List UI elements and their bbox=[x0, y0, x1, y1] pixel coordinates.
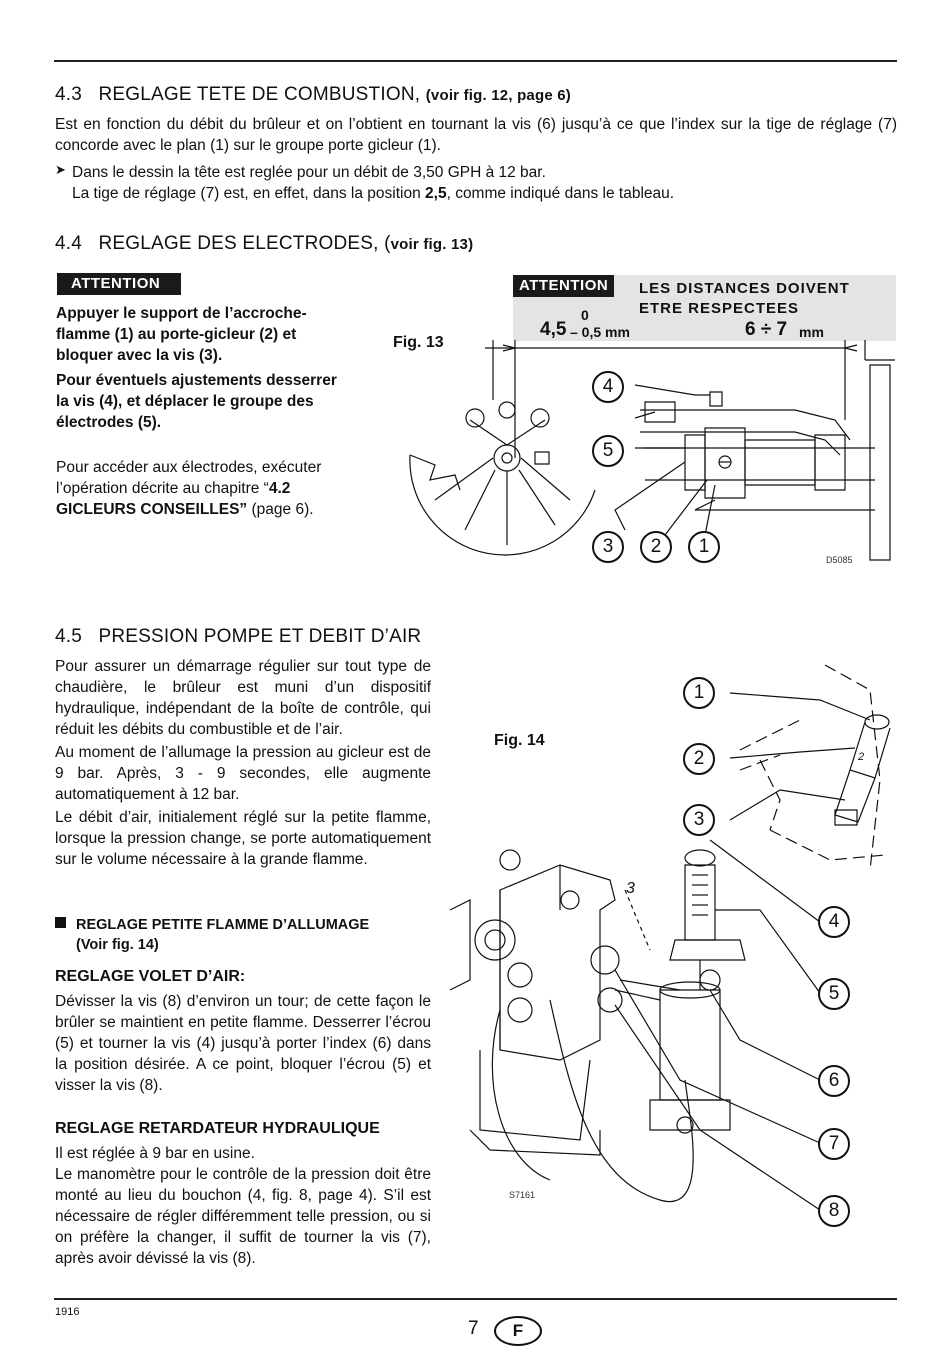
section-4-5-para-3: Le débit d’air, initialement réglé sur la petite flamme, lorsque la pression change, se porte automatiquement sur le volume nécessaire à la grande flamme. bbox=[55, 809, 431, 868]
dim-2-unit: mm bbox=[799, 324, 824, 340]
fig14-callout-1: 1 bbox=[683, 677, 715, 709]
top-rule bbox=[54, 60, 897, 62]
note-line-1: LES DISTANCES DOIVENT bbox=[639, 280, 850, 297]
fig13-callout-2: 2 bbox=[640, 531, 672, 563]
electrode-para-3: Pour accéder aux électrodes, exécuter l’opération décrite au chapitre “4.2 GICLEURS CONSEILLES” (page 6). bbox=[56, 459, 322, 518]
fig14-callout-2: 2 bbox=[683, 743, 715, 775]
bullet-line-1: Dans le dessin la tête est reglée pour un débit de 3,50 GPH à 12 bar. bbox=[72, 164, 546, 181]
fig14-callout-3: 3 bbox=[683, 804, 715, 836]
fig-13-code: D5085 bbox=[826, 555, 853, 565]
bottom-rule bbox=[54, 1298, 897, 1300]
sub-1-heading: REGLAGE PETITE FLAMME D’ALLUMAGE (Voir fig. 14) bbox=[55, 915, 369, 955]
sub-2-heading: REGLAGE VOLET D’AIR: bbox=[55, 968, 246, 985]
arrow-bullet-icon: ➤ bbox=[55, 162, 66, 177]
fig14-callout-4: 4 bbox=[818, 906, 850, 938]
fig14-callout-7: 7 bbox=[818, 1128, 850, 1160]
sub-2-para: Dévisser la vis (8) d’environ un tour; de cette façon le brûler se maintient en petite flamme. Desserrer l’écrou (5) et tourner la vis (4) jusqu’à porter l’index (6) dans la position désirée. A ce point, bloquer l’écrou (5) et visser la vis (8). bbox=[55, 993, 431, 1094]
section-4-3-heading: 4.3 REGLAGE TETE DE COMBUSTION, (voir fig. 12, page 6) bbox=[55, 84, 571, 105]
fig13-callout-3: 3 bbox=[592, 531, 624, 563]
sub-3-para: Le manomètre pour le contrôle de la pression doit être monté au lieu du bouchon (4, fig. 8, page 4). S’il est nécessaire de régler différemment telle pression, ou si on préfère la changer, il suffit de tourner la vis (7), après avoir dévissé la vis (8). bbox=[55, 1166, 431, 1267]
fig-14-code: S7161 bbox=[509, 1190, 536, 1200]
fig14-scale-2: 2 bbox=[858, 751, 865, 763]
electrode-para-2: Pour éventuels ajustements desserrer la vis (4), et déplacer le groupe des électrodes (5). bbox=[56, 372, 337, 431]
bullet-line-2: La tige de réglage (7) est, en effet, dans la position 2,5, comme indiqué dans le tableau. bbox=[72, 185, 675, 202]
fig-13-label: Fig. 13 bbox=[393, 334, 444, 351]
dim-2-value: 6 ÷ 7 bbox=[745, 319, 788, 340]
fig14-callout-6: 6 bbox=[818, 1065, 850, 1097]
fig14-callout-5: 5 bbox=[818, 978, 850, 1010]
dim-1-upper: 0 bbox=[581, 307, 589, 323]
section-4-3-bullet bbox=[55, 162, 897, 204]
section-4-5-heading: 4.5 PRESSION POMPE ET DEBIT D’AIR bbox=[55, 626, 422, 647]
sub-3-line-1: Il est réglée à 9 bar en usine. bbox=[55, 1145, 255, 1162]
fig13-callout-4: 4 bbox=[592, 371, 624, 403]
note-line-2: ETRE RESPECTEES bbox=[639, 300, 800, 317]
fig13-callout-5: 5 bbox=[592, 435, 624, 467]
fig13-callout-1: 1 bbox=[688, 531, 720, 563]
page-number: 7 bbox=[468, 1318, 479, 1339]
section-4-4-heading: 4.4 REGLAGE DES ELECTRODES, (voir fig. 13) bbox=[55, 233, 474, 254]
dim-1-value: 4,5 bbox=[540, 319, 567, 340]
fig-13-note-box bbox=[513, 275, 896, 341]
sub-3-heading: REGLAGE RETARDATEUR HYDRAULIQUE bbox=[55, 1120, 380, 1137]
fig14-callout-8: 8 bbox=[818, 1195, 850, 1227]
electrode-para-1: Appuyer le support de l’accroche-flamme (1) au porte-gicleur (2) et bloquer avec la vis (3). bbox=[56, 305, 307, 364]
section-4-3-para: Est en fonction du débit du brûleur et on l’obtient en tournant la vis (6) jusqu’à ce que l’index sur la tige de réglage (7) concorde avec le plan (1) sur le groupe porte gicleur (1). bbox=[55, 116, 897, 154]
footer-code: 1916 bbox=[55, 1306, 80, 1318]
attention-badge: ATTENTION bbox=[57, 273, 181, 295]
dim-1-lower: – 0,5 mm bbox=[570, 324, 630, 340]
fig14-scale-3: 3 bbox=[626, 880, 635, 897]
fig-14-label: Fig. 14 bbox=[494, 732, 545, 749]
fig-13-attention-badge: ATTENTION bbox=[513, 275, 614, 297]
square-bullet-icon bbox=[55, 917, 66, 928]
section-4-5-para-2: Au moment de l’allumage la pression au gicleur est de 9 bar. Après, 3 - 9 secondes, elle augmente automatiquement à 12 bar. bbox=[55, 744, 431, 803]
section-4-5-para-1: Pour assurer un démarrage régulier sur tout type de chaudière, le brûleur est muni d’un dispositif hydraulique, indépendant de la boîte de contrôle, qui réduit les débits du combustible et de l’air. bbox=[55, 658, 431, 738]
language-badge: F bbox=[494, 1316, 542, 1346]
